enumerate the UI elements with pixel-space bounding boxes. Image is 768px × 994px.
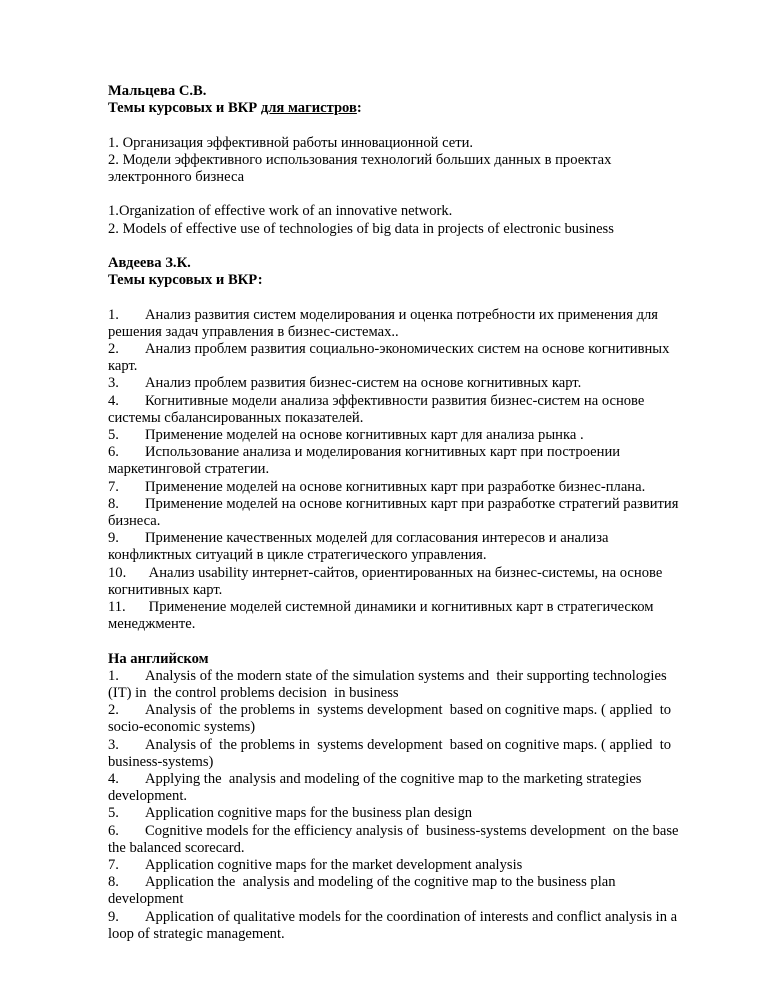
item-text: Application cognitive maps for the business plan design bbox=[145, 805, 473, 822]
list-item bbox=[108, 857, 720, 874]
item-number: 5. bbox=[108, 427, 119, 443]
item-text: Анализ проблем развития бизнес-систем на основе когнитивных карт. bbox=[145, 375, 582, 392]
item-number: 8. bbox=[108, 874, 119, 891]
list-item bbox=[108, 702, 720, 736]
list-item bbox=[108, 393, 720, 427]
item-text: Применение моделей на основе когнитивных карт при разработке стратегий развития bbox=[145, 495, 679, 512]
en-topics-list bbox=[108, 668, 720, 943]
item-text: Analysis of the modern state of the simulation systems and their supporting technologies bbox=[145, 667, 667, 684]
item-text: Анализ развития систем моделирования и оценка потребности их применения для bbox=[145, 306, 658, 323]
item-number: 9. bbox=[108, 530, 119, 547]
heading-masters-prefix: Темы курсовых и ВКР bbox=[108, 100, 261, 117]
heading-masters-underlined: для магистров bbox=[260, 100, 357, 117]
item-text-cont: development. bbox=[108, 788, 188, 805]
list-item bbox=[108, 341, 720, 375]
list-item bbox=[108, 444, 720, 478]
list-item bbox=[108, 599, 720, 633]
list-item bbox=[108, 427, 720, 444]
item-text: Application of qualitative models for the coordination of interests and conflict analysis in a bbox=[145, 908, 678, 925]
item-text: Применение моделей на основе когнитивных карт при разработке бизнес-плана. bbox=[145, 478, 646, 495]
list-item bbox=[108, 874, 720, 908]
list-item bbox=[108, 737, 720, 771]
topic-en-1: 1.Organization of effective work of an innovative network. bbox=[108, 203, 453, 220]
item-number: 4. bbox=[108, 392, 119, 409]
item-text: Applying the analysis and modeling of the cognitive map to the marketing strategies bbox=[145, 771, 642, 788]
list-item bbox=[108, 805, 720, 822]
list-item bbox=[108, 909, 720, 943]
item-text-cont: конфликтных ситуаций в цикле стратегического управления. bbox=[108, 547, 487, 564]
item-text: Использование анализа и моделирования когнитивных карт при построении bbox=[145, 444, 621, 461]
item-number: 7. bbox=[108, 478, 119, 495]
item-number: 10. bbox=[108, 564, 127, 581]
list-item bbox=[108, 565, 720, 599]
item-text-cont: business-systems) bbox=[108, 753, 214, 770]
heading-masters bbox=[108, 100, 720, 117]
list-item bbox=[108, 530, 720, 564]
item-text-cont: карт. bbox=[108, 358, 138, 375]
item-text-cont: (IT) in the control problems decision in business bbox=[108, 685, 399, 702]
list-item bbox=[108, 496, 720, 530]
topic-en-2: 2. Models of effective use of technologies of big data in projects of electronic business bbox=[108, 220, 614, 237]
item-text-cont: socio-economic systems) bbox=[108, 719, 256, 736]
item-text-cont: the balanced scorecard. bbox=[108, 839, 245, 856]
item-number: 1. bbox=[108, 667, 119, 684]
topic-ru-1: 1. Организация эффективной работы инновационной сети. bbox=[108, 134, 474, 151]
list-item bbox=[108, 823, 720, 857]
list-item bbox=[108, 307, 720, 341]
item-number: 7. bbox=[108, 857, 119, 874]
list-item bbox=[108, 668, 720, 702]
item-text-cont: когнитивных карт. bbox=[108, 581, 223, 598]
item-text: Анализ проблем развития социально-экономических систем на основе когнитивных bbox=[145, 340, 670, 357]
item-number: 3. bbox=[108, 375, 119, 392]
item-number: 9. bbox=[108, 908, 119, 925]
item-text-cont: development bbox=[108, 891, 184, 908]
item-text: Применение моделей на основе когнитивных карт для анализа рынка . bbox=[145, 427, 584, 443]
topic-ru-2: 2. Модели эффективного использования технологий больших данных в проектах bbox=[108, 151, 612, 168]
item-text: Analysis of the problems in systems development based on cognitive maps. ( applied to bbox=[145, 736, 672, 753]
heading-english: На английском bbox=[108, 650, 209, 667]
item-text-cont: маркетинговой стратегии. bbox=[108, 461, 270, 478]
item-text-cont: loop of strategic management. bbox=[108, 925, 285, 942]
item-number: 3. bbox=[108, 736, 119, 753]
ru-topics-list bbox=[108, 307, 720, 634]
item-text: Application the analysis and modeling of the cognitive map to the business plan bbox=[145, 874, 616, 891]
list-item bbox=[108, 479, 720, 496]
item-number: 2. bbox=[108, 340, 119, 357]
topic-ru-2-cont: электронного бизнеса bbox=[108, 169, 245, 185]
item-text-cont: бизнеса. bbox=[108, 513, 161, 530]
item-number: 11. bbox=[108, 599, 126, 616]
item-number: 2. bbox=[108, 702, 119, 719]
item-text: Analysis of the problems in systems development based on cognitive maps. ( applied to bbox=[145, 702, 672, 719]
item-number: 6. bbox=[108, 444, 119, 461]
item-text-cont: системы сбалансированных показателей. bbox=[108, 409, 364, 426]
author-maltseva: Мальцева С.В. bbox=[108, 83, 207, 99]
item-number: 1. bbox=[108, 306, 119, 323]
item-text: Анализ usability интернет-сайтов, ориентированных на бизнес-системы, на основе bbox=[145, 564, 663, 581]
list-item bbox=[108, 375, 720, 392]
document-page bbox=[108, 83, 720, 943]
item-number: 4. bbox=[108, 771, 119, 788]
item-text-cont: решения задач управления в бизнес-системах.. bbox=[108, 323, 399, 340]
item-text-cont: менеджменте. bbox=[108, 616, 196, 633]
item-text: Применение качественных моделей для согласования интересов и анализа bbox=[145, 530, 609, 547]
item-text: Когнитивные модели анализа эффективности развития бизнес-систем на основе bbox=[145, 392, 645, 409]
list-item bbox=[108, 771, 720, 805]
author-avdeeva: Авдеева З.К. bbox=[108, 254, 191, 271]
item-number: 6. bbox=[108, 822, 119, 839]
item-text: Применение моделей системной динамики и когнитивных карт в стратегическом bbox=[145, 599, 654, 616]
item-text: Application cognitive maps for the market development analysis bbox=[145, 857, 523, 874]
item-number: 5. bbox=[108, 805, 119, 822]
heading-masters-suffix: : bbox=[356, 100, 362, 117]
item-number: 8. bbox=[108, 495, 119, 512]
heading-topics: Темы курсовых и ВКР: bbox=[108, 272, 263, 289]
item-text: Cognitive models for the efficiency analysis of business-systems development on the base bbox=[145, 822, 679, 839]
